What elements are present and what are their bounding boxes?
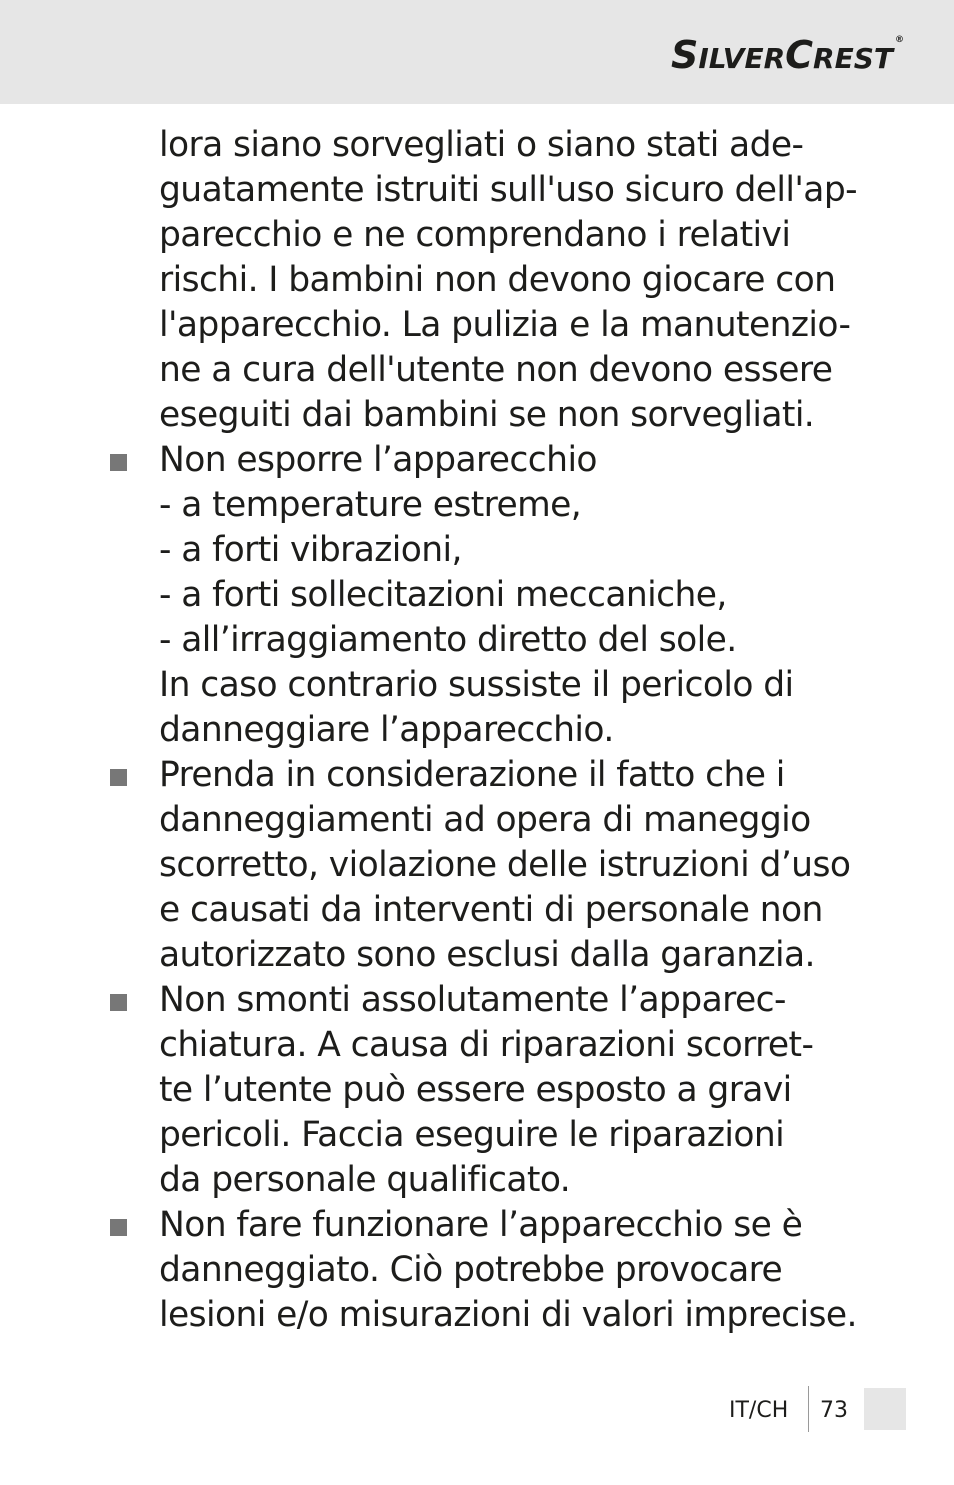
brand-initial-1: S [671, 33, 699, 77]
bullet-item-line: e causati da interventi di personale non [159, 890, 823, 930]
continuation-line: l'apparecchio. La pulizia e la manutenzio- [159, 305, 851, 345]
brand-rest-2: REST [813, 42, 893, 75]
bullet-item-line: - all’irraggiamento diretto del sole. [159, 620, 737, 660]
bullet-item-line: lesioni e/o misurazioni di valori imprecise. [159, 1295, 857, 1335]
continuation-line: ne a cura dell'utente non devono essere [159, 350, 833, 390]
continuation-line: guatamente istruiti sull'uso sicuro dell'ap- [159, 170, 857, 210]
bullet-item-line: - a temperature estreme, [159, 485, 582, 525]
page-tab-marker [864, 1388, 906, 1430]
bullet-square-icon [110, 454, 127, 471]
bullet-square-icon [110, 769, 127, 786]
continuation-line: lora siano sorvegliati o siano stati ade- [159, 125, 804, 165]
bullet-item-line: In caso contrario sussiste il pericolo di [159, 665, 794, 705]
bullet-item-line: danneggiato. Ciò potrebbe provocare [159, 1250, 783, 1290]
bullet-item-line: - a forti vibrazioni, [159, 530, 462, 570]
continuation-line: rischi. I bambini non devono giocare con [159, 260, 836, 300]
bullet-item-line: Non fare funzionare l’apparecchio se è [159, 1205, 803, 1245]
bullet-item-line: Non esporre l’apparecchio [159, 440, 597, 480]
footer-language-label: IT/CH [729, 1398, 789, 1423]
page-number: 73 [820, 1398, 848, 1423]
bullet-item-line: da personale qualificato. [159, 1160, 571, 1200]
bullet-item-line: chiatura. A causa di riparazioni scorret- [159, 1025, 814, 1065]
continuation-line: eseguiti dai bambini se non sorvegliati. [159, 395, 815, 435]
brand-initial-2: C [785, 33, 814, 77]
registered-mark: ® [895, 35, 904, 45]
bullet-item-line: danneggiare l’apparecchio. [159, 710, 614, 750]
brand-rest-1: ILVER [698, 42, 786, 75]
bullet-item-line: pericoli. Faccia eseguire le riparazioni [159, 1115, 785, 1155]
bullet-item-line: - a forti sollecitazioni meccaniche, [159, 575, 727, 615]
bullet-item-line: danneggiamenti ad opera di maneggio [159, 800, 811, 840]
bullet-item-line: Prenda in considerazione il fatto che i [159, 755, 785, 795]
brand-logo [671, 33, 904, 77]
bullet-square-icon [110, 1219, 127, 1236]
bullet-square-icon [110, 994, 127, 1011]
bullet-item-line: autorizzato sono esclusi dalla garanzia. [159, 935, 815, 975]
bullet-item-line: scorretto, violazione delle istruzioni d’uso [159, 845, 851, 885]
continuation-line: parecchio e ne comprendano i relativi [159, 215, 791, 255]
footer-divider [808, 1386, 809, 1432]
bullet-item-line: Non smonti assolutamente l’apparec- [159, 980, 786, 1020]
bullet-item-line: te l’utente può essere esposto a gravi [159, 1070, 792, 1110]
